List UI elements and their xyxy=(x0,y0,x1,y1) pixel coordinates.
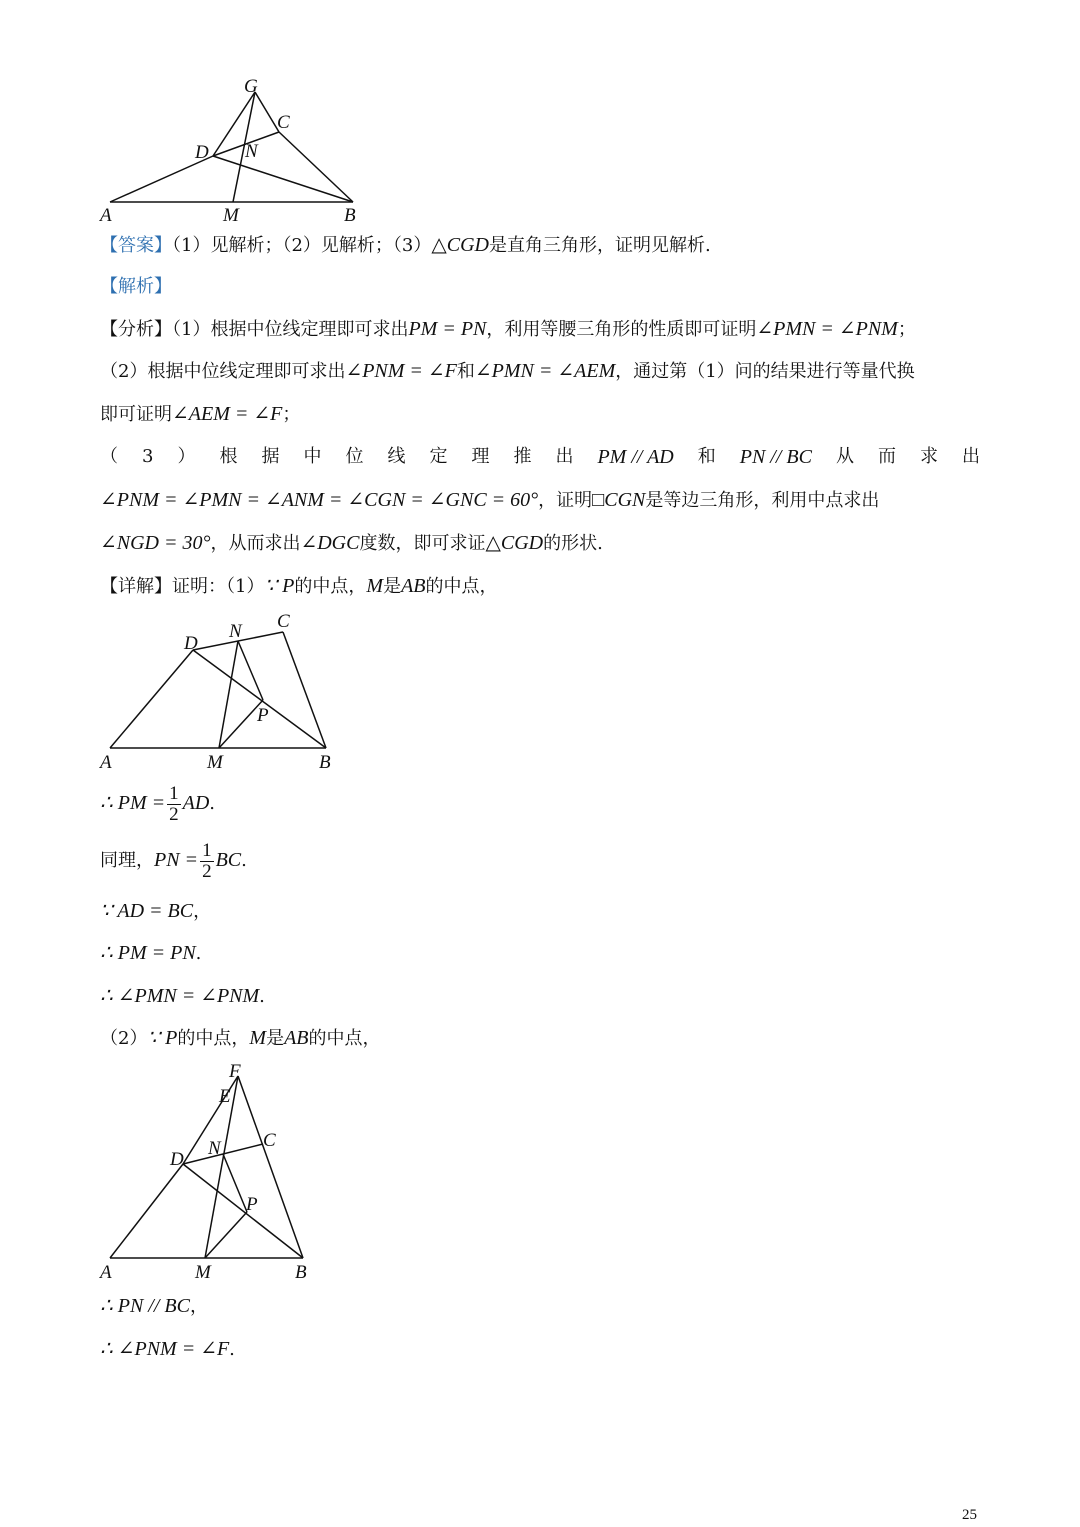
label-A: A xyxy=(100,205,112,226)
fraction-half: $\frac{1}{2}$ xyxy=(202,839,212,882)
detail-line-6: ∴ ∠PMN = ∠PNM. xyxy=(100,985,265,1007)
label-N: N xyxy=(229,621,242,642)
label-B: B xyxy=(295,1262,307,1283)
label-M: M xyxy=(207,752,223,773)
label-D: D xyxy=(195,142,209,163)
label-G: G xyxy=(244,78,258,97)
label-N: N xyxy=(245,141,258,162)
analysis-p4: （ 3 ） 根 据 中 位 线 定 理 推 出 PM // AD 和 PN // BC 从 而 求 出 xyxy=(100,446,980,468)
figure-1-triangle xyxy=(95,78,375,228)
label-D: D xyxy=(170,1149,184,1170)
label-N: N xyxy=(208,1138,221,1159)
detail-line-2: ∴ PM = $\frac{1}{2}$ AD. xyxy=(100,782,216,825)
detail-line-1: 【详解】证明：（1）∵ P的中点，M是AB的中点， xyxy=(100,575,498,597)
label-P: P xyxy=(246,1194,258,1215)
label-A: A xyxy=(100,752,112,773)
label-C: C xyxy=(263,1130,276,1151)
label-P: P xyxy=(257,705,269,726)
jiexi-tag: 【解析】 xyxy=(100,276,172,297)
label-A: A xyxy=(100,1262,112,1283)
label-F: F xyxy=(229,1061,241,1082)
label-B: B xyxy=(319,752,331,773)
fraction-half: $\frac{1}{2}$ xyxy=(169,782,179,825)
analysis-p6: ∠NGD = 30°，从而求出∠DGC度数，即可求证△CGD的形状. xyxy=(100,532,603,554)
answer-tag: 【答案】 xyxy=(100,235,172,256)
detail-line-3: 同理，PN = $\frac{1}{2}$ BC. xyxy=(100,839,247,882)
detail-line-9: ∴ ∠PNM = ∠F. xyxy=(100,1338,235,1360)
detail-line-7: （2）∵ P的中点，M是AB的中点， xyxy=(100,1027,381,1049)
label-M: M xyxy=(195,1262,211,1283)
label-B: B xyxy=(344,205,356,226)
analysis-p5: ∠PNM = ∠PMN = ∠ANM = ∠CGN = ∠GNC = 60°，证明□CGN是等边三角形，利用中点求出 xyxy=(100,489,880,511)
analysis-p2: （2）根据中位线定理即可求出∠PNM = ∠F和∠PMN = ∠AEM，通过第（1）问的结果进行等量代换 xyxy=(100,360,915,382)
detail-line-4: ∵ AD = BC， xyxy=(100,900,212,922)
label-D: D xyxy=(184,633,198,654)
label-M: M xyxy=(223,205,239,226)
page-number: 25 xyxy=(962,1507,977,1523)
figure-3-triangle xyxy=(95,1058,325,1288)
analysis-p3: 即可证明∠AEM = ∠F； xyxy=(100,403,301,425)
analysis-p1: 【分析】（1）根据中位线定理即可求出PM = PN，利用等腰三角形的性质即可证明∠PMN = ∠PNM； xyxy=(100,318,916,340)
label-C: C xyxy=(277,112,290,133)
detail-line-5: ∴ PM = PN. xyxy=(100,942,202,964)
label-E: E xyxy=(219,1086,231,1107)
label-C: C xyxy=(277,611,290,632)
figure-2-quadrilateral xyxy=(95,608,345,778)
detail-line-8: ∴ PN // BC， xyxy=(100,1295,208,1317)
answer-line: 【答案】（1）见解析；（2）见解析；（3）△CGD是直角三角形，证明见解析. xyxy=(100,234,711,256)
